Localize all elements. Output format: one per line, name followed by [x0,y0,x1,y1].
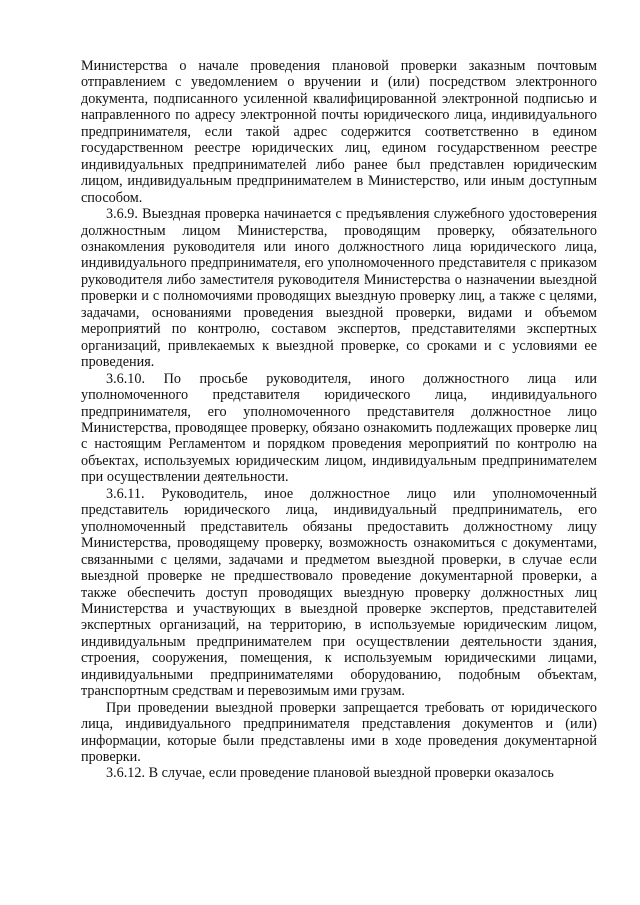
paragraph-3-6-12: 3.6.12. В случае, если проведение плановой выездной проверки оказалось [106,765,554,782]
paragraph-3-6-10: 3.6.10. По просьбе руководителя, иного должностного лица или уполномоченного представителя юридического лица, индивидуального предпринимателя, его уполномоченного представителя должностное лицо Министерства, проводящее проверку, обязано ознакомить подлежащих проверке лиц с настоящим Регламентом и порядком проведения мероприятий по контролю на объектах, используемых юридическим лицом, индивидуальным предпринимателем при осуществлении деятельности. [81,370,597,486]
paragraph-3-6-9: 3.6.9. Выездная проверка начинается с предъявления служебного удостоверения должностным лицом Министерства, проводящим проверку, обязательного ознакомления руководителя или иного должностного лица юридического лица, индивидуального предпринимателя, его уполномоченного представителя с приказом руководителя либо заместителя руководителя Министерства о назначении выездной проверки и с полномочиями проводящих выездную проверку лиц, а также с целями, задачами, основаниями проведения выездной проверки, видами и объемом мероприятий по контролю, составом экспертов, представителями экспертных организаций, привлекаемых к выездной проверке, со сроками и с условиями ее проведения. [81,206,597,371]
paragraph-prohibition: При проведении выездной проверки запрещается требовать от юридического лица, индивидуального предпринимателя представления документов и (или) информации, которые были представлены ими в ходе проведения документарной проверки. [81,699,597,766]
paragraph-continuation: Министерства о начале проведения плановой проверки заказным почтовым отправлением с уведомлением о вручении и (или) посредством электронного документа, подписанного усиленной квалифицированной электронной подписью и направленного по адресу электронной почты юридического лица, индивидуального предпринимателя, если такой адрес содержится соответственно в едином государственном реестре юридических лиц, едином государственном реестре индивидуальных предпринимателей либо ранее был представлен юридическим лицом, индивидуальным предпринимателем в Министерство, или иным доступным способом. [81,58,597,206]
paragraph-3-6-11: 3.6.11. Руководитель, иное должностное лицо или уполномоченный представитель юридического лица, индивидуальный предприниматель, его уполномоченный представитель обязаны предоставить должностному лицу Министерства, проводящему проверку, возможность ознакомиться с документами, связанными с целями, задачами и предметом выездной проверки, в случае если выездной проверке не предшествовало проведение документарной проверки, а также обеспечить доступ проводящих выездную проверку должностных лиц Министерства и участвующих в выездной проверке экспертов, представителей экспертных организаций, на территорию, в используемые юридическим лицом, индивидуальным предпринимателем при осуществлении деятельности здания, строения, сооружения, помещения, к используемым юридическими лицами, индивидуальными предпринимателями оборудованию, подобным объектам, транспортным средствам и перевозимым ими грузам. [81,485,597,700]
document-page [81,58,597,782]
